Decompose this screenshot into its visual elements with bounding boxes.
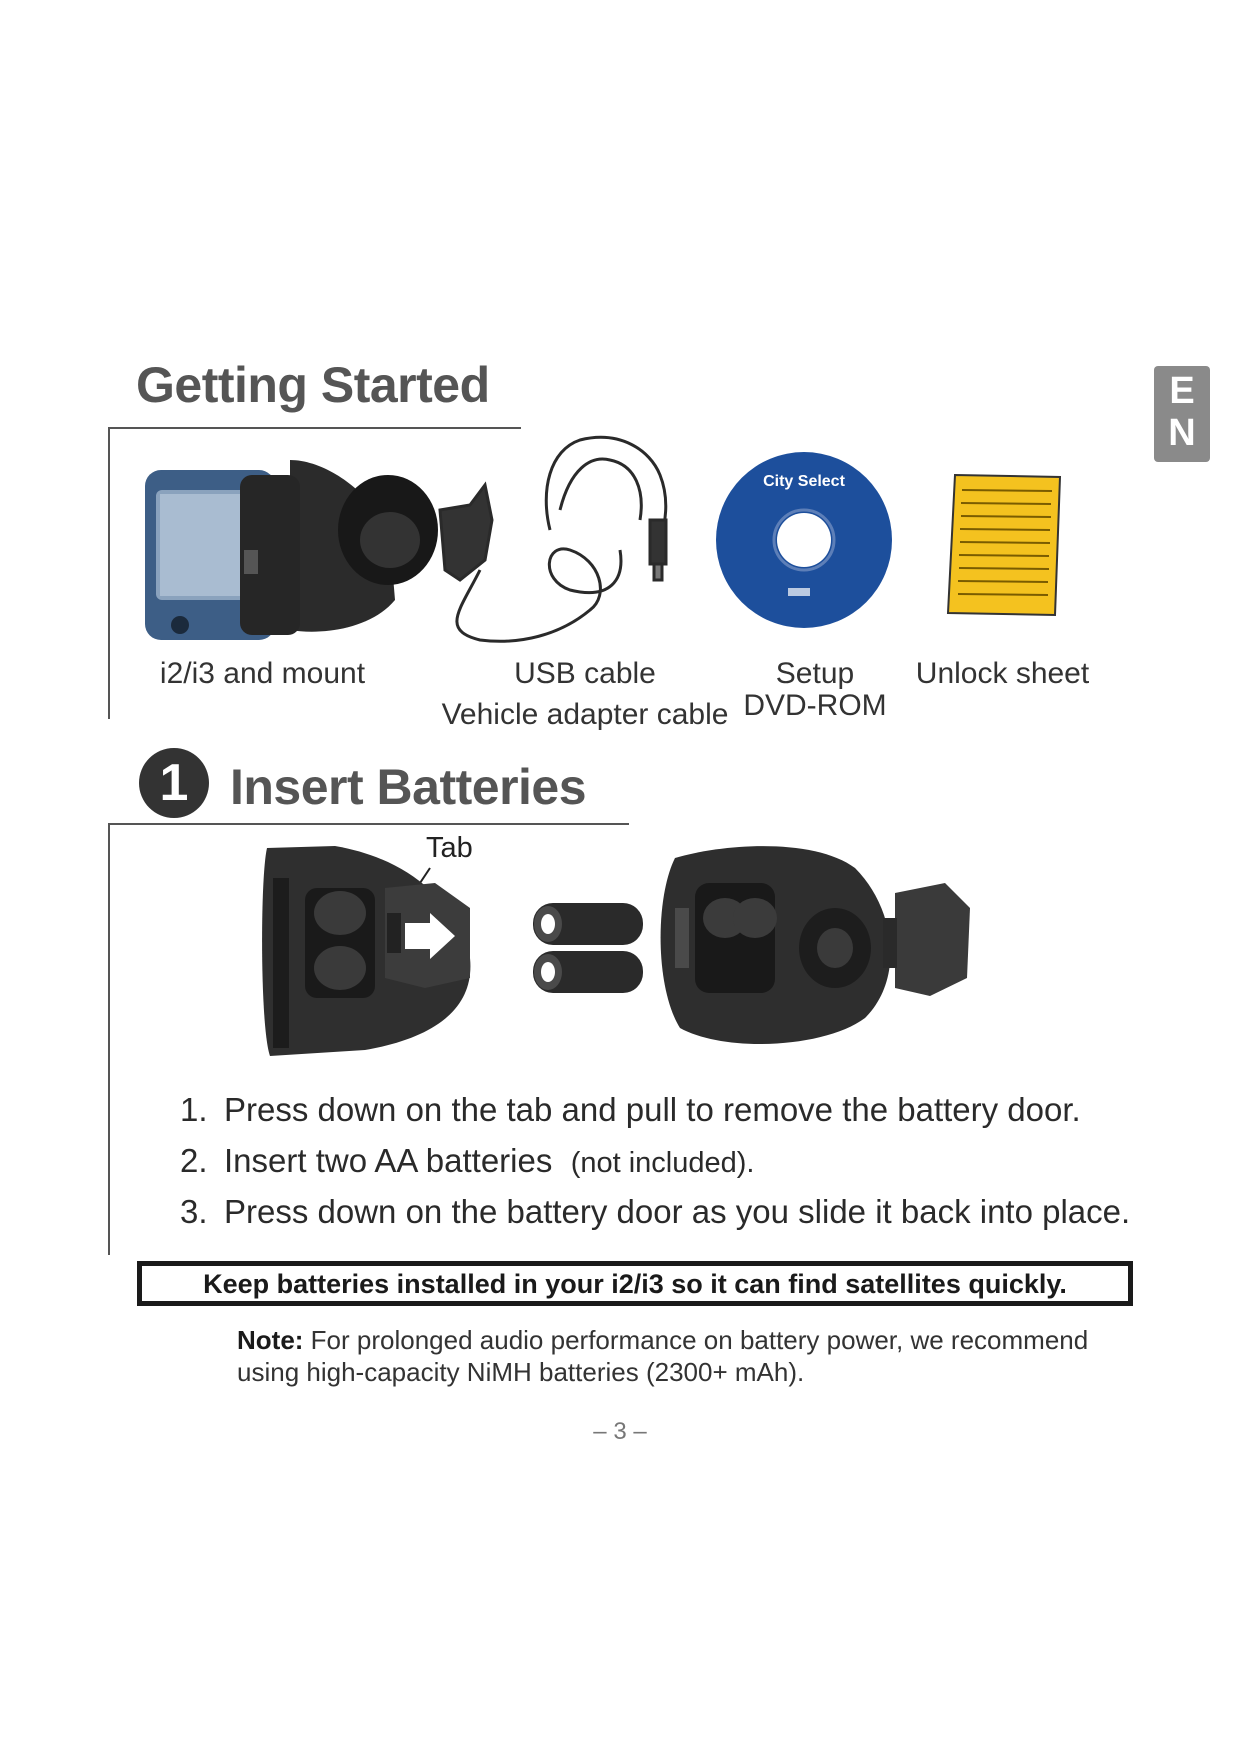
page-number: – 3 – xyxy=(593,1418,647,1445)
note-label: Note: xyxy=(237,1325,304,1355)
device-back-image xyxy=(262,846,470,1056)
language-letter-n: N xyxy=(1168,412,1196,454)
step-item xyxy=(180,1090,1130,1141)
step-text: Press down on the battery door as you slide it back into place. xyxy=(224,1193,1131,1230)
caption-vehicle-adapter: Vehicle adapter cable xyxy=(441,698,729,731)
dvd-image xyxy=(716,452,892,628)
step-number: 2. xyxy=(180,1142,208,1179)
dvd-label: City Select xyxy=(763,473,845,490)
step-number: 3. xyxy=(180,1193,208,1230)
caption-setup: Setup xyxy=(775,657,855,690)
aa-batteries-image xyxy=(533,903,643,993)
getting-started-title: Getting Started xyxy=(136,357,490,413)
section-rule-left xyxy=(108,427,110,719)
caption-unlock-sheet: Unlock sheet xyxy=(915,657,1090,690)
callout-box: Keep batteries installed in your i2/i3 so it can find satellites quickly. xyxy=(137,1261,1133,1306)
caption-dvd-rom: DVD-ROM xyxy=(743,689,887,722)
step-item xyxy=(180,1192,1130,1243)
note-paragraph xyxy=(237,1324,1117,1388)
battery-steps-list xyxy=(180,1090,1130,1243)
heading-rule xyxy=(108,427,521,429)
cable-image xyxy=(440,437,666,641)
note-text: For prolonged audio performance on battery power, we recommend using high-capacity NiMH batteries (2300+ mAh). xyxy=(237,1325,1089,1387)
heading-rule-2 xyxy=(108,823,629,825)
gps-device-image xyxy=(145,460,438,640)
unlock-sheet-image xyxy=(948,475,1060,615)
language-letter-e: E xyxy=(1169,370,1195,412)
insert-batteries-title: Insert Batteries xyxy=(230,759,587,815)
step-text: Press down on the tab and pull to remove the battery door. xyxy=(224,1091,1081,1128)
section-rule-left-2 xyxy=(108,823,110,1255)
step-item xyxy=(180,1141,1130,1192)
box-contents-illustration xyxy=(140,430,1100,655)
step-aside: (not included). xyxy=(570,1147,755,1179)
step-number-badge: 1 xyxy=(139,748,209,818)
tab-label: Tab xyxy=(426,832,473,864)
caption-usb-cable: USB cable xyxy=(514,657,656,690)
battery-installation-illustration xyxy=(255,838,985,1060)
step-text: Insert two AA batteries xyxy=(224,1142,553,1179)
step-number: 1. xyxy=(180,1091,208,1128)
language-tab xyxy=(1154,366,1210,462)
device-open-image xyxy=(661,846,970,1044)
caption-device-mount: i2/i3 and mount xyxy=(159,657,366,690)
